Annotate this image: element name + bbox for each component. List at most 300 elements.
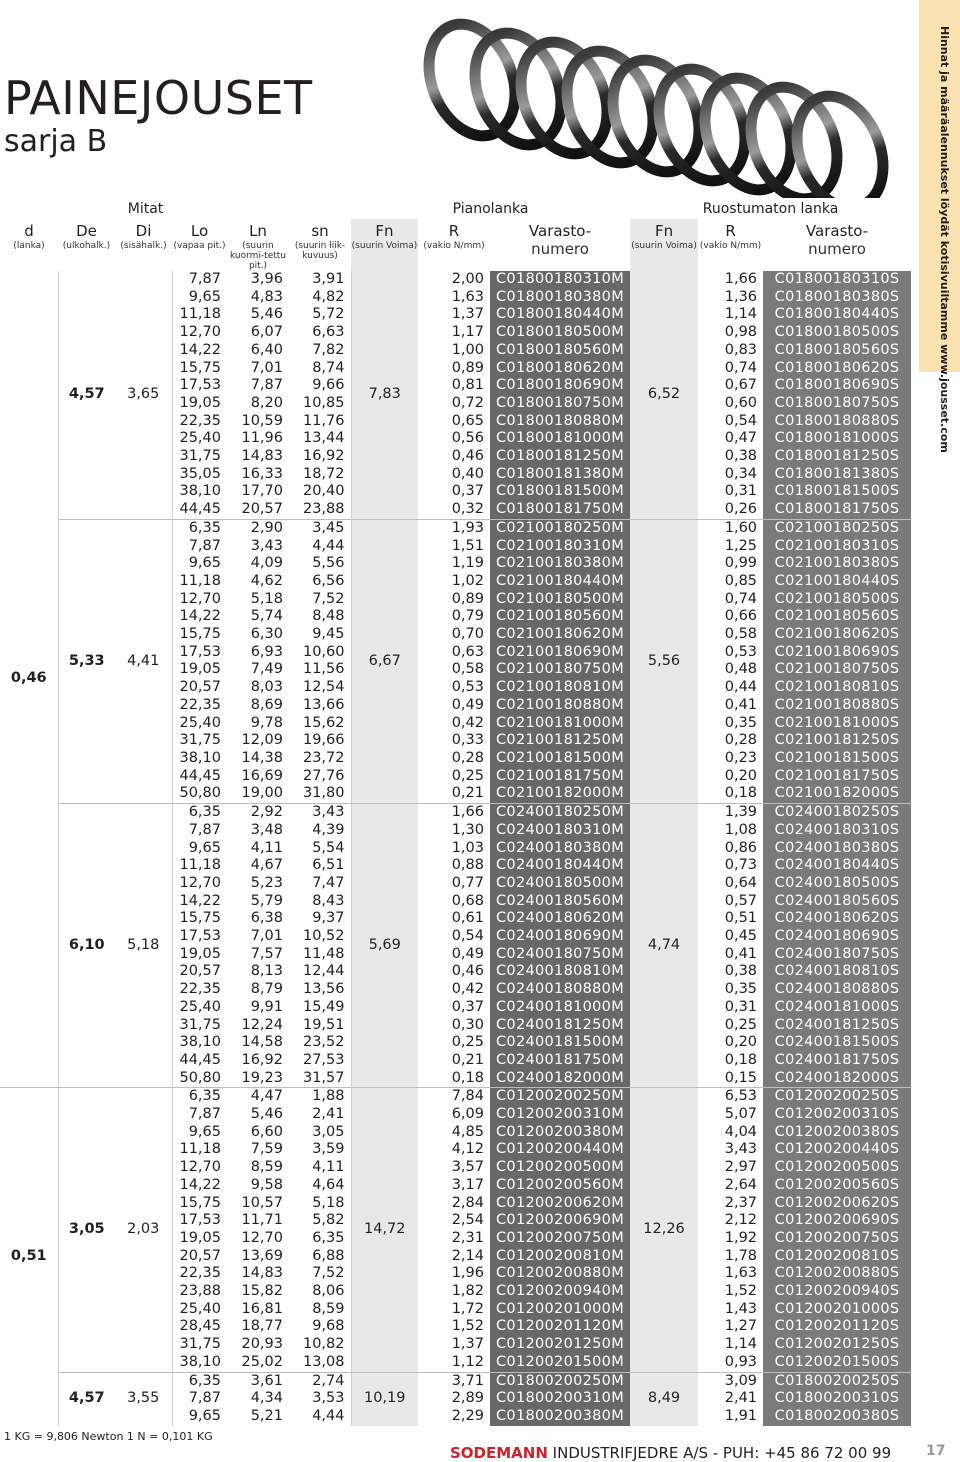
loaded-length-cell: 16,81 — [241, 1300, 283, 1317]
stock-number-stainless-cell: C01800180380S — [763, 289, 911, 307]
stock-number-stainless-cell: C02400181250S — [763, 1017, 911, 1035]
max-travel-cell: 9,66 — [289, 377, 351, 395]
free-length-cell: 20,57 — [179, 679, 221, 696]
stock-number-piano-cell: C01800181750M — [490, 501, 630, 519]
spring-rate-stainless-cell: 2,41 — [724, 1390, 758, 1407]
loaded-length-cell: 16,69 — [241, 767, 283, 784]
free-length-cell: 7,87 — [188, 1390, 221, 1407]
spring-rate-stainless-cell: 0,51 — [724, 910, 758, 927]
free-length-cell: 11,18 — [179, 572, 221, 589]
stock-number-stainless-cell: C02400180750S — [763, 946, 911, 964]
stock-number-stainless-cell: C02100180250S — [763, 519, 911, 537]
max-force-piano-cell: 14,72 — [351, 1088, 418, 1372]
loaded-length-cell: 4,34 — [250, 1390, 283, 1407]
loaded-length-cell: 10,59 — [241, 412, 283, 429]
stock-number-stainless-cell: C02400180620S — [763, 910, 911, 928]
stock-number-piano-cell: C02400181500M — [490, 1034, 630, 1052]
stock-number-stainless-cell: C01800180690S — [763, 377, 911, 395]
max-travel-cell: 3,45 — [289, 519, 351, 537]
loaded-length-cell: 16,92 — [241, 1051, 283, 1068]
spring-rate-piano-cell: 2,89 — [451, 1390, 484, 1407]
spring-rate-piano-cell: 0,53 — [451, 679, 484, 696]
free-length-cell: 14,22 — [179, 1176, 221, 1193]
loaded-length-cell: 11,71 — [241, 1212, 283, 1229]
stock-number-word: numero — [531, 241, 589, 258]
stock-number-stainless-cell: C01200201500S — [763, 1354, 911, 1372]
stock-number-piano-cell: C02100180380M — [490, 555, 630, 573]
loaded-length-cell: 6,30 — [250, 626, 283, 643]
loaded-length-cell: 16,33 — [241, 465, 283, 482]
col-header-r-stainless: R — [725, 222, 736, 241]
free-length-cell: 38,10 — [179, 749, 221, 766]
loaded-length-cell: 5,23 — [250, 874, 283, 891]
loaded-length-cell: 10,57 — [241, 1194, 283, 1211]
max-travel-cell: 27,53 — [289, 1052, 351, 1070]
col-unit-di: (sisähalk.) — [120, 241, 167, 251]
max-travel-cell: 3,91 — [289, 271, 351, 289]
max-travel-cell: 13,08 — [289, 1354, 351, 1372]
outer-diameter-cell: 4,57 — [58, 1372, 115, 1426]
footer-company — [450, 1444, 891, 1462]
max-travel-cell: 23,88 — [289, 501, 351, 519]
stock-number-stainless-cell: C01200200750S — [763, 1230, 911, 1248]
spring-rate-piano-cell: 0,58 — [451, 661, 484, 678]
max-force-piano-cell: 7,83 — [351, 271, 418, 519]
spring-rate-piano-cell: 3,57 — [451, 1159, 484, 1176]
spring-rate-stainless-cell: 1,08 — [724, 821, 758, 838]
max-travel-cell: 7,52 — [289, 1265, 351, 1283]
stock-number-piano-cell: C02100180690M — [490, 644, 630, 662]
spring-rate-stainless-cell: 2,12 — [724, 1212, 758, 1229]
spring-rate-stainless-cell: 1,14 — [724, 1336, 758, 1353]
max-force-stainless-cell: 4,74 — [630, 804, 698, 1088]
max-travel-cell: 8,43 — [289, 893, 351, 911]
loaded-length-cell: 6,40 — [250, 341, 283, 358]
stock-number-piano-cell: C01200200560M — [490, 1177, 630, 1195]
outer-diameter-cell: 4,57 — [68, 386, 105, 403]
spring-rate-stainless-cell: 0,38 — [724, 963, 758, 980]
free-length-cell: 31,75 — [179, 1016, 221, 1033]
stock-number-stainless-cell: C02100180500S — [763, 591, 911, 609]
spring-rate-stainless-cell: 0,31 — [724, 483, 758, 500]
free-length-cell: 17,53 — [179, 928, 221, 945]
spring-rate-stainless-cell: 0,93 — [724, 1353, 758, 1370]
free-length-cell: 31,75 — [179, 732, 221, 749]
spring-rate-stainless-cell: 0,47 — [724, 430, 758, 447]
inner-diameter-cell: 4,41 — [115, 519, 172, 803]
max-travel-cell: 4,11 — [289, 1159, 351, 1177]
free-length-cell: 12,70 — [179, 874, 221, 891]
spring-rate-piano-cell: 0,37 — [451, 998, 484, 1015]
loaded-length-cell: 6,93 — [250, 643, 283, 660]
loaded-length-cell: 5,74 — [250, 608, 283, 625]
spring-rate-piano-cell: 2,54 — [451, 1212, 484, 1229]
loaded-length-cell: 8,79 — [250, 981, 283, 998]
stock-number-piano-cell: C02400180310M — [490, 822, 630, 840]
stock-number-piano-cell: C01200200810M — [490, 1248, 630, 1266]
max-travel-cell: 11,56 — [289, 661, 351, 679]
brand-name: SODEMANN — [450, 1444, 548, 1462]
stock-number-piano-cell: C01800180620M — [490, 360, 630, 378]
loaded-length-cell: 2,92 — [227, 804, 289, 822]
max-travel-cell: 13,44 — [289, 430, 351, 448]
stock-number-stainless-cell: C02400180310S — [763, 822, 911, 840]
spring-rate-stainless-cell: 0,85 — [724, 572, 758, 589]
spring-rate-piano-cell: 1,19 — [451, 555, 484, 572]
spring-rate-piano-cell: 0,33 — [451, 732, 484, 749]
max-travel-cell: 11,76 — [289, 413, 351, 431]
max-travel-cell: 10,52 — [289, 928, 351, 946]
page-subtitle: sarja B — [4, 124, 108, 159]
outer-diameter-cell: 5,33 — [58, 519, 115, 803]
max-force-stainless-cell: 6,52 — [630, 271, 698, 519]
max-travel-cell: 23,72 — [289, 750, 351, 768]
free-length-cell: 25,40 — [179, 714, 221, 731]
spring-rate-piano-cell: 0,56 — [451, 430, 484, 447]
loaded-length-cell: 3,43 — [250, 537, 283, 554]
col-unit-r-stainless: (vakio N/mm) — [699, 241, 762, 251]
free-length-cell: 22,35 — [179, 412, 221, 429]
loaded-length-cell: 7,01 — [250, 359, 283, 376]
max-travel-cell: 12,44 — [289, 963, 351, 981]
spring-rate-piano-cell: 6,09 — [451, 1106, 484, 1123]
spring-rate-stainless-cell: 6,53 — [698, 1088, 763, 1106]
sidebar-text: Hinnat ja määräalennukset löydät kotisivuiltamme www.jousset.com — [938, 26, 951, 453]
spring-rate-stainless-cell: 0,41 — [724, 945, 758, 962]
max-force-stainless-cell: 5,56 — [630, 519, 698, 803]
max-travel-cell: 13,66 — [289, 697, 351, 715]
loaded-length-cell: 6,60 — [250, 1123, 283, 1140]
free-length-cell: 22,35 — [179, 981, 221, 998]
spring-rate-stainless-cell: 0,74 — [724, 590, 758, 607]
loaded-length-cell: 4,83 — [250, 288, 283, 305]
loaded-length-cell: 5,79 — [250, 892, 283, 909]
spring-rate-piano-cell: 2,31 — [451, 1229, 484, 1246]
table-header — [0, 199, 911, 271]
stock-number-stainless-cell: C02400180690S — [763, 928, 911, 946]
spring-rate-stainless-cell: 0,20 — [724, 1034, 758, 1051]
col-unit-fn-piano: (suurin Voima) — [351, 241, 418, 271]
loaded-length-cell: 12,09 — [241, 732, 283, 749]
loaded-length-cell: 7,57 — [250, 945, 283, 962]
free-length-cell: 7,87 — [188, 537, 221, 554]
stock-number-piano-cell: C02100181000M — [490, 715, 630, 733]
spring-rate-stainless-cell: 0,74 — [724, 359, 758, 376]
spring-rate-stainless-cell: 0,20 — [724, 767, 758, 784]
col-unit-stock-piano — [490, 241, 630, 271]
stock-number-stainless-cell: C02400180500S — [763, 875, 911, 893]
free-length-cell: 15,75 — [179, 910, 221, 927]
spring-rate-piano-cell: 0,89 — [451, 359, 484, 376]
free-length-cell: 31,75 — [179, 448, 221, 465]
free-length-cell: 14,22 — [179, 341, 221, 358]
stock-number-stainless-cell: C02100181250S — [763, 732, 911, 750]
loaded-length-cell: 7,01 — [250, 928, 283, 945]
loaded-length-cell: 2,90 — [227, 519, 289, 537]
stock-number-stainless-cell: C02100180380S — [763, 555, 911, 573]
stock-number-piano-cell: C02400181250M — [490, 1017, 630, 1035]
spring-rate-piano-cell: 0,79 — [451, 608, 484, 625]
stock-number-piano-cell: C02400182000M — [490, 1070, 630, 1088]
col-header-stock-stainless: Varasto- — [805, 222, 869, 241]
table-body — [0, 271, 911, 1426]
max-travel-cell: 13,56 — [289, 981, 351, 999]
spring-rate-piano-cell: 1,02 — [451, 572, 484, 589]
free-length-cell: 20,57 — [179, 963, 221, 980]
max-travel-cell: 5,82 — [289, 1212, 351, 1230]
spring-rate-stainless-cell: 0,44 — [724, 679, 758, 696]
stock-number-piano-cell: C01200201250M — [490, 1336, 630, 1354]
free-length-cell: 12,70 — [179, 324, 221, 341]
free-length-cell: 44,45 — [179, 767, 221, 784]
stock-number-stainless-cell: C01200200810S — [763, 1248, 911, 1266]
wire-diameter-cell: 0,51 — [0, 1088, 58, 1426]
stock-number-stainless-cell: C01800180620S — [763, 360, 911, 378]
stock-number-stainless-cell: C01800181000S — [763, 430, 911, 448]
spring-rate-piano-cell: 0,28 — [451, 749, 484, 766]
stock-number-stainless-cell: C02400181000S — [763, 999, 911, 1017]
loaded-length-cell: 14,83 — [241, 448, 283, 465]
spring-rate-stainless-cell: 0,31 — [724, 998, 758, 1015]
spring-rate-stainless-cell: 0,83 — [724, 341, 758, 358]
spring-rate-stainless-cell: 0,41 — [724, 696, 758, 713]
stock-number-stainless-cell: C01200200940S — [763, 1283, 911, 1301]
max-travel-cell: 6,56 — [289, 573, 351, 591]
stock-number-piano-cell: C02400180810M — [490, 963, 630, 981]
max-travel-cell: 4,82 — [289, 289, 351, 307]
spring-rate-stainless-cell: 0,25 — [724, 1016, 758, 1033]
col-unit-r-piano: (vakio N/mm) — [423, 241, 485, 251]
stock-number-piano-cell: C01800181500M — [490, 483, 630, 501]
spring-rate-stainless-cell: 4,04 — [724, 1123, 758, 1140]
col-header-stock-piano: Varasto- — [528, 222, 592, 241]
spring-rate-stainless-cell: 0,67 — [724, 377, 758, 394]
page-title: PAINEJOUSET — [4, 71, 313, 125]
max-travel-cell: 5,18 — [289, 1195, 351, 1213]
stock-number-piano-cell: C01800180310M — [490, 271, 630, 289]
max-travel-cell: 6,63 — [289, 324, 351, 342]
stock-number-piano-cell: C01200200620M — [490, 1195, 630, 1213]
stock-number-stainless-cell: C02100180810S — [763, 679, 911, 697]
group-header-piano: Pianolanka — [452, 201, 529, 218]
stock-number-stainless-cell: C01200200690S — [763, 1212, 911, 1230]
stock-number-piano-cell: C02100180560M — [490, 608, 630, 626]
stock-number-stainless-cell: C02100181000S — [763, 715, 911, 733]
max-travel-cell: 7,52 — [289, 591, 351, 609]
max-travel-cell: 11,48 — [289, 946, 351, 964]
spring-rate-stainless-cell: 1,39 — [698, 804, 763, 822]
col-unit-d: (lanka) — [13, 241, 45, 251]
loaded-length-cell: 8,13 — [250, 963, 283, 980]
max-travel-cell: 31,80 — [289, 785, 351, 803]
max-travel-cell: 4,44 — [289, 1408, 351, 1426]
spring-rate-piano-cell: 0,81 — [451, 377, 484, 394]
stock-number-stainless-cell: C01200200310S — [763, 1106, 911, 1124]
free-length-cell: 25,40 — [179, 430, 221, 447]
free-length-cell: 38,10 — [179, 1034, 221, 1051]
free-length-cell: 9,65 — [188, 555, 221, 572]
spring-rate-piano-cell: 0,72 — [451, 394, 484, 411]
loaded-length-cell: 6,07 — [250, 324, 283, 341]
free-length-cell: 19,05 — [179, 1229, 221, 1246]
col-header-sn: sn — [311, 222, 329, 241]
stock-number-piano-cell: C02100180810M — [490, 679, 630, 697]
spring-rate-stainless-cell: 0,54 — [724, 412, 758, 429]
max-travel-cell: 8,48 — [289, 608, 351, 626]
stock-number-piano-cell: C02400180880M — [490, 981, 630, 999]
max-travel-cell: 2,74 — [289, 1372, 351, 1390]
free-length-cell: 23,88 — [179, 1283, 221, 1300]
stock-number-stainless-cell: C02100180880S — [763, 697, 911, 715]
loaded-length-cell: 9,91 — [250, 998, 283, 1015]
stock-number-piano-cell: C01200200940M — [490, 1283, 630, 1301]
free-length-cell: 11,18 — [179, 1141, 221, 1158]
loaded-length-cell: 5,21 — [250, 1408, 283, 1424]
spring-rate-stainless-cell: 0,53 — [724, 643, 758, 660]
page-number: 17 — [926, 1443, 946, 1459]
spring-rate-stainless-cell: 1,92 — [724, 1229, 758, 1246]
spring-rate-piano-cell: 1,00 — [451, 341, 484, 358]
spring-rate-stainless-cell: 0,34 — [724, 465, 758, 482]
col-unit-sn: (suurin liik-kuvuus) — [294, 241, 346, 261]
loaded-length-cell: 19,00 — [241, 785, 283, 802]
spring-rate-piano-cell: 0,54 — [451, 928, 484, 945]
spring-rate-stainless-cell: 2,97 — [724, 1159, 758, 1176]
spring-rate-piano-cell: 0,46 — [451, 448, 484, 465]
max-force-piano-cell: 6,67 — [351, 519, 418, 803]
free-length-cell: 9,65 — [188, 839, 221, 856]
spring-rate-piano-cell: 0,18 — [451, 1069, 484, 1086]
spring-rate-piano-cell: 1,96 — [451, 1265, 484, 1282]
stock-number-piano-cell: C02400181750M — [490, 1052, 630, 1070]
free-length-cell: 6,35 — [172, 519, 227, 537]
spring-rate-stainless-cell: 1,91 — [724, 1408, 758, 1424]
stock-number-stainless-cell: C01800181500S — [763, 483, 911, 501]
spring-rate-stainless-cell: 0,98 — [724, 324, 758, 341]
stock-number-stainless-cell: C02100181500S — [763, 750, 911, 768]
spring-rate-stainless-cell: 2,37 — [724, 1194, 758, 1211]
inner-diameter-cell: 2,03 — [115, 1088, 172, 1372]
col-unit-de: (ulkohalk.) — [62, 241, 111, 251]
outer-diameter-cell: 6,10 — [58, 804, 115, 1088]
max-travel-cell: 3,05 — [289, 1124, 351, 1142]
stock-number-stainless-cell: C01200200380S — [763, 1124, 911, 1142]
spring-rate-piano-cell: 2,29 — [451, 1408, 484, 1424]
spring-rate-stainless-cell: 5,07 — [724, 1106, 758, 1123]
inner-diameter-cell: 3,55 — [115, 1372, 172, 1426]
stock-number-piano-cell: C01800180750M — [490, 395, 630, 413]
stock-number-stainless-cell: C01800181250S — [763, 448, 911, 466]
table-row — [0, 271, 911, 289]
spring-rate-stainless-cell: 1,43 — [724, 1300, 758, 1317]
stock-number-piano-cell: C02400180690M — [490, 928, 630, 946]
stock-number-piano-cell: C01800181250M — [490, 448, 630, 466]
loaded-length-cell: 14,58 — [241, 1034, 283, 1051]
spring-rate-piano-cell: 0,37 — [451, 483, 484, 500]
max-travel-cell: 7,47 — [289, 875, 351, 893]
stock-number-stainless-cell: C01200201000S — [763, 1301, 911, 1319]
spring-rate-piano-cell: 0,89 — [451, 590, 484, 607]
stock-number-piano-cell: C01800200380M — [490, 1408, 630, 1426]
stock-number-stainless-cell: C01200200440S — [763, 1141, 911, 1159]
max-travel-cell: 9,37 — [289, 910, 351, 928]
spring-rate-piano-cell: 1,66 — [418, 804, 490, 822]
max-travel-cell: 12,54 — [289, 679, 351, 697]
stock-number-stainless-cell: C01800181750S — [763, 501, 911, 519]
spring-rate-piano-cell: 0,65 — [451, 412, 484, 429]
col-header-de: De — [76, 222, 97, 241]
col-unit-lo: (vapaa pit.) — [173, 241, 226, 251]
loaded-length-cell: 13,69 — [241, 1247, 283, 1264]
free-length-cell: 15,75 — [179, 626, 221, 643]
spring-rate-stainless-cell: 0,48 — [724, 661, 758, 678]
stock-number-piano-cell: C01200201000M — [490, 1301, 630, 1319]
loaded-length-cell: 14,38 — [241, 749, 283, 766]
max-force-piano-cell: 10,19 — [351, 1372, 418, 1426]
stock-number-stainless-cell: C01800180310S — [763, 271, 911, 289]
max-travel-cell: 18,72 — [289, 466, 351, 484]
loaded-length-cell: 5,46 — [250, 306, 283, 323]
free-length-cell: 44,45 — [179, 501, 221, 518]
free-length-cell: 22,35 — [179, 1265, 221, 1282]
max-travel-cell: 4,64 — [289, 1177, 351, 1195]
loaded-length-cell: 20,57 — [241, 501, 283, 518]
stock-number-stainless-cell: C01200200250S — [763, 1088, 911, 1106]
stock-number-piano-cell: C01800180380M — [490, 289, 630, 307]
spring-rate-piano-cell: 0,21 — [451, 785, 484, 802]
spring-rate-stainless-cell: 1,27 — [724, 1318, 758, 1335]
stock-number-stainless-cell: C01200200620S — [763, 1195, 911, 1213]
stock-number-piano-cell: C02400180620M — [490, 910, 630, 928]
loaded-length-cell: 6,38 — [250, 910, 283, 927]
inner-diameter-cell: 3,65 — [115, 271, 172, 519]
spring-rate-piano-cell: 1,17 — [451, 324, 484, 341]
spring-rate-stainless-cell: 0,18 — [724, 785, 758, 802]
max-travel-cell: 5,56 — [289, 555, 351, 573]
col-header-lo: Lo — [190, 222, 209, 241]
spring-rate-stainless-cell: 1,52 — [724, 1283, 758, 1300]
max-travel-cell: 3,53 — [289, 1390, 351, 1408]
col-header-fn-piano: Fn — [351, 219, 418, 241]
stock-number-piano-cell: C02100180500M — [490, 591, 630, 609]
stock-number-piano-cell: C02400180560M — [490, 893, 630, 911]
stock-number-stainless-cell: C02400180880S — [763, 981, 911, 999]
spring-rate-piano-cell: 1,63 — [451, 288, 484, 305]
stock-number-piano-cell: C01200200310M — [490, 1106, 630, 1124]
spring-rate-stainless-cell: 0,99 — [724, 555, 758, 572]
unit-conversion-note: 1 KG = 9,806 Newton 1 N = 0,101 KG — [4, 1430, 213, 1443]
spring-rate-piano-cell: 2,00 — [451, 271, 484, 287]
loaded-length-cell: 8,20 — [250, 394, 283, 411]
loaded-length-cell: 19,23 — [241, 1069, 283, 1086]
spring-rate-piano-cell: 1,30 — [451, 821, 484, 838]
spring-rate-piano-cell: 0,77 — [451, 874, 484, 891]
spring-rate-piano-cell: 0,63 — [451, 643, 484, 660]
loaded-length-cell: 7,49 — [250, 661, 283, 678]
stock-number-stainless-cell: C01800180560S — [763, 342, 911, 360]
spring-rate-stainless-cell: 0,86 — [724, 839, 758, 856]
spring-rate-stainless-cell: 1,60 — [698, 519, 763, 537]
stock-number-stainless-cell: C02400180250S — [763, 804, 911, 822]
spring-rate-stainless-cell: 2,64 — [724, 1176, 758, 1193]
stock-number-piano-cell: C02400180380M — [490, 840, 630, 858]
free-length-cell: 35,05 — [179, 465, 221, 482]
sidebar-banner — [919, 0, 960, 453]
max-travel-cell: 19,66 — [289, 732, 351, 750]
stock-number-piano-cell: C02100180310M — [490, 538, 630, 556]
stock-number-piano-cell: C01800200310M — [490, 1390, 630, 1408]
free-length-cell: 25,40 — [179, 998, 221, 1015]
